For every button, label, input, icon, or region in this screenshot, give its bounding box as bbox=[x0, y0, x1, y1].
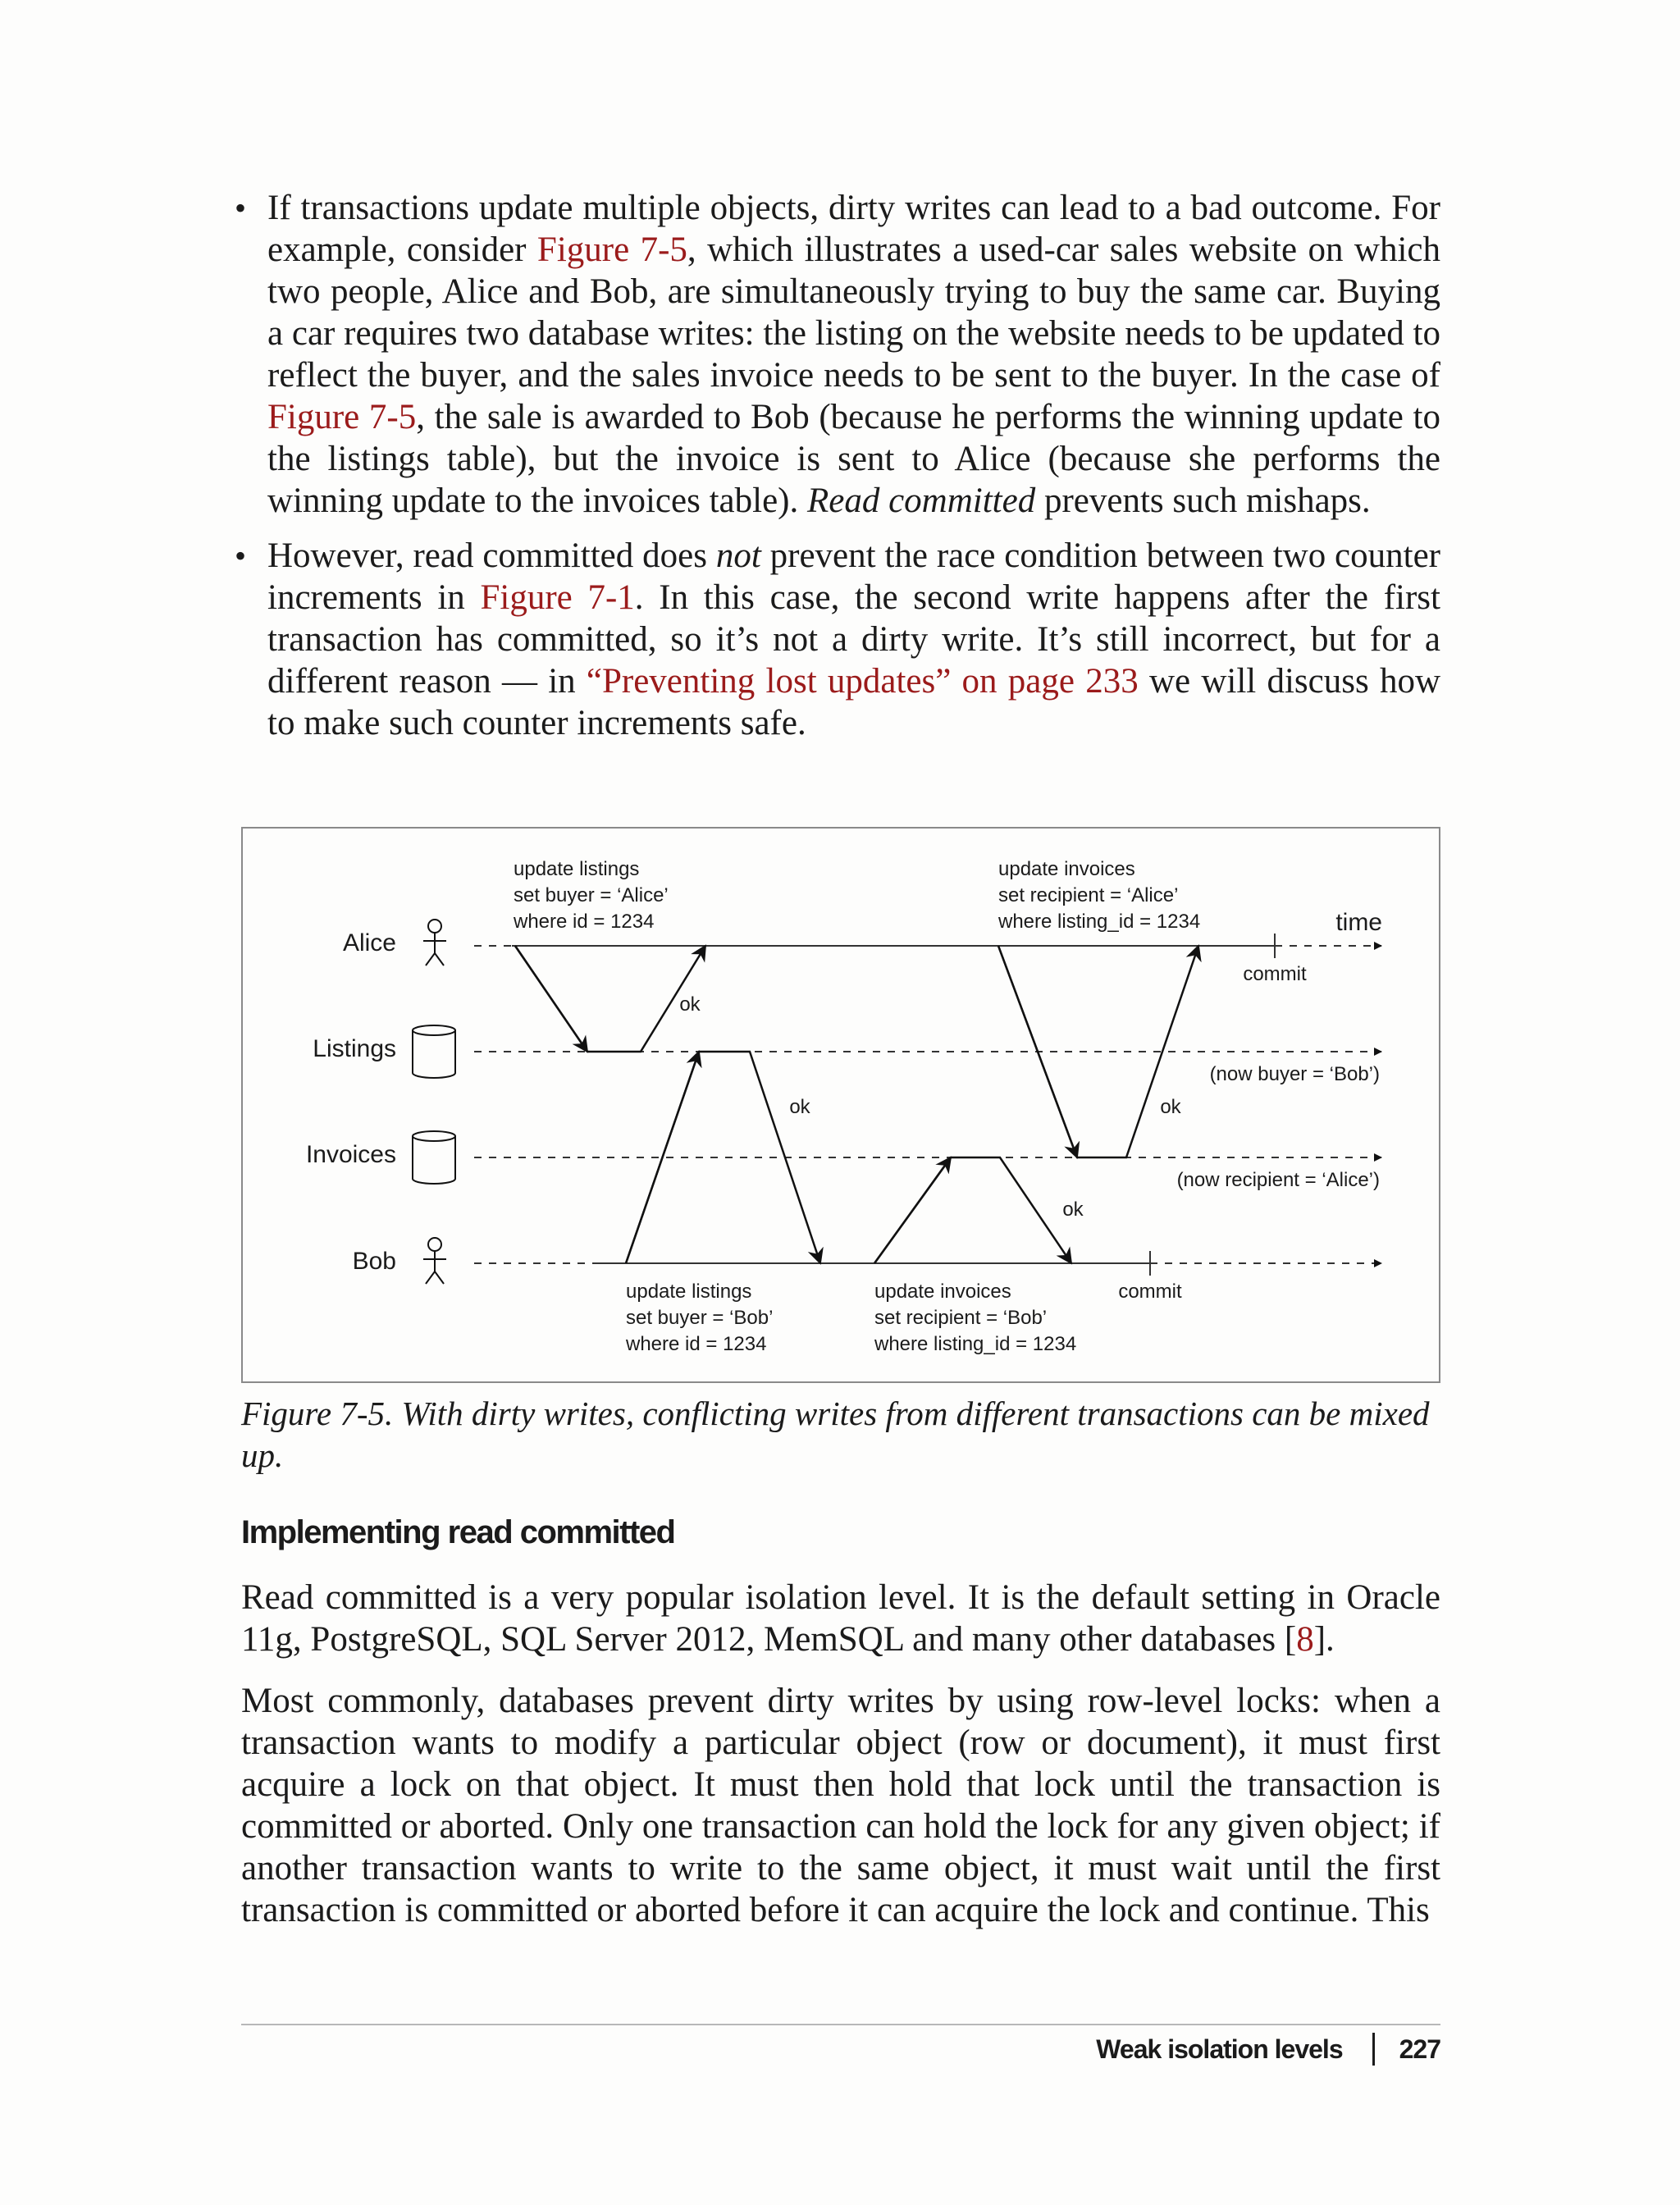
ok-label: ok bbox=[1062, 1198, 1084, 1221]
query-line: where id = 1234 bbox=[514, 911, 655, 933]
bob-commit-label: commit bbox=[1118, 1281, 1182, 1303]
bob-invoices-request-arrow bbox=[874, 1157, 951, 1263]
now-recipient-note: (now recipient = ‘Alice’) bbox=[1176, 1169, 1380, 1191]
actor-bob-label: Bob bbox=[352, 1248, 396, 1275]
footer-separator bbox=[1372, 2033, 1375, 2066]
query-line: update invoices bbox=[998, 858, 1135, 880]
text-run: However, read committed does bbox=[267, 536, 716, 575]
page-footer bbox=[1096, 2033, 1440, 2066]
text-run: we will discuss how to make such counter increments safe. bbox=[267, 662, 1440, 742]
bob-update-listings-label bbox=[625, 1281, 773, 1355]
bullet-item-race-condition bbox=[267, 535, 1440, 744]
query-line: set recipient = ‘Bob’ bbox=[874, 1307, 1048, 1329]
figure-7-1-link[interactable]: Figure 7-1 bbox=[480, 578, 635, 617]
bob-person-icon bbox=[423, 1238, 446, 1284]
query-line: update listings bbox=[514, 858, 640, 880]
bullet-item-dirty-writes bbox=[267, 187, 1440, 522]
actor-alice-label: Alice bbox=[342, 929, 396, 956]
query-line: where id = 1234 bbox=[626, 1333, 767, 1355]
text-run: , which illustrates a used-car sales website on which two people, Alice and Bob, are simultaneously trying to buy the same car. Buying a car requires two database writes: the listing on the website needs to be updated to reflect the buyer, and the sales invoice needs to be sent to the buyer. In the case of bbox=[267, 231, 1441, 395]
text-run: prevent the race condition between two counter increments in bbox=[267, 536, 1440, 617]
paragraph-read-committed bbox=[241, 1577, 1440, 1660]
alice-person-icon bbox=[423, 920, 446, 966]
query-line: update listings bbox=[626, 1281, 752, 1303]
ok-label: ok bbox=[789, 1096, 810, 1118]
alice-update-listings-label bbox=[513, 858, 669, 933]
actor-invoices-label: Invoices bbox=[305, 1141, 396, 1168]
figure-7-5-link[interactable]: Figure 7-5 bbox=[536, 231, 687, 269]
query-line: set recipient = ‘Alice’ bbox=[998, 884, 1179, 906]
now-buyer-note: (now buyer = ‘Bob’) bbox=[1209, 1063, 1380, 1085]
page-number: 227 bbox=[1399, 2034, 1440, 2064]
text-run: ]. bbox=[1313, 1620, 1335, 1659]
reference-8-link[interactable]: 8 bbox=[1296, 1620, 1314, 1659]
listings-database-icon bbox=[413, 1025, 455, 1078]
figure-caption: Figure 7-5. With dirty writes, conflicting writes from different transactions can be mixed up. bbox=[241, 1395, 1430, 1474]
time-axis-label: time bbox=[1335, 909, 1382, 936]
alice-listings-request-arrow bbox=[515, 946, 587, 1052]
invoices-database-icon bbox=[413, 1131, 455, 1184]
text-run: Read committed is a very popular isolation level. It is the default setting in Oracle 11g, PostgreSQL, SQL Server 2012, MemSQL and many other databases [ bbox=[241, 1578, 1440, 1659]
footer-divider bbox=[241, 2024, 1440, 2025]
ok-label: ok bbox=[1160, 1096, 1181, 1118]
footer-section-title: Weak isolation levels bbox=[1096, 2034, 1343, 2064]
alice-update-listings-path bbox=[515, 946, 705, 1052]
alice-commit-label: commit bbox=[1243, 963, 1307, 985]
text-run: . In this case, the second write happens after the first transaction has committed, so it’s not a dirty write. It’s still incorrect, but for a different reason — in bbox=[267, 578, 1440, 701]
emphasis: Read committed bbox=[806, 482, 1036, 520]
bob-update-invoices-path bbox=[874, 1157, 1071, 1263]
paragraph-row-level-locks: Most commonly, databases prevent dirty writes by using row-level locks: when a transaction wants to modify a particular object (row or document), it must first acquire a lock on that object. It must then hold that lock until the transaction is committed or aborted. Only one transaction can hold the lock for any given object; if another transaction wants to write to the same object, it must wait until the first transaction is committed or aborted before it can acquire the lock and continue. This bbox=[241, 1682, 1440, 1929]
text-run: , the sale is awarded to Bob (because he performs the winning update to the listings table), but the invoice is sent to Alice (because she performs the winning update to the invoices table). bbox=[267, 398, 1440, 520]
text-run: If transactions update multiple objects, dirty writes can lead to a bad outcome. For example, consider bbox=[267, 189, 1440, 269]
bob-update-invoices-label bbox=[874, 1281, 1076, 1355]
diagram-svg bbox=[243, 829, 1442, 1385]
figure-7-5-link[interactable]: Figure 7-5 bbox=[267, 398, 417, 436]
alice-update-invoices-label bbox=[998, 858, 1200, 933]
query-line: set buyer = ‘Bob’ bbox=[626, 1307, 774, 1329]
query-line: update invoices bbox=[874, 1281, 1011, 1303]
actor-listings-label: Listings bbox=[313, 1035, 396, 1062]
query-line: where listing_id = 1234 bbox=[998, 911, 1201, 933]
emphasis: not bbox=[715, 536, 761, 575]
ok-label: ok bbox=[679, 993, 701, 1016]
query-line: where listing_id = 1234 bbox=[874, 1333, 1077, 1355]
query-line: set buyer = ‘Alice’ bbox=[514, 884, 669, 906]
figure-7-5-diagram bbox=[241, 827, 1440, 1383]
preventing-lost-updates-link[interactable]: “Preventing lost updates” on page 233 bbox=[586, 662, 1139, 701]
bullet-list bbox=[267, 187, 1440, 757]
section-heading: Implementing read committed bbox=[241, 1514, 675, 1550]
text-run: prevents such mishaps. bbox=[1035, 482, 1371, 520]
